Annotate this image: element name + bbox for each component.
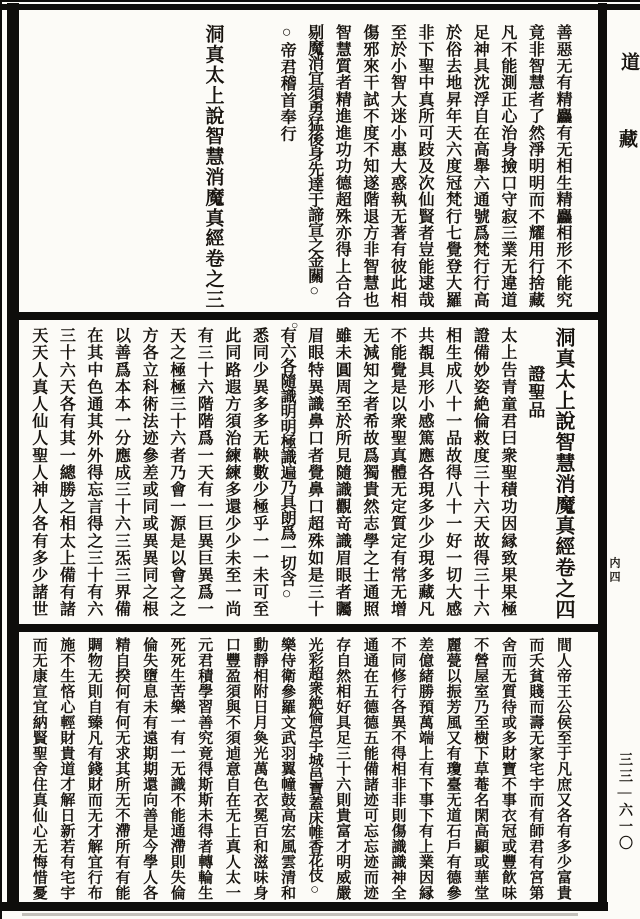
middle-section bbox=[24, 327, 576, 623]
canon-label-zang: 藏 bbox=[616, 129, 637, 148]
text-column: 光彩超衆絶倫宮宇城邑寶蓋床帷香花伎○ bbox=[306, 637, 323, 898]
text-column: 无減知之者希故爲獨貴然志學之士通照 bbox=[360, 327, 378, 618]
text-column: 共覩具形小感篤應各現多少少現多藏凡 bbox=[416, 327, 434, 618]
text-column: 不同修行各異不得相非非則傷識識神全 bbox=[389, 637, 406, 901]
frame-left-outer-line bbox=[0, 0, 2, 919]
chapter-heading: 證聖品 bbox=[525, 365, 545, 420]
text-column: 舍而无質待或多財寶不事衣冠或豐飮味 bbox=[499, 637, 516, 901]
text-column: 證備妙姿絶倫救度三十六天故得三十六 bbox=[471, 327, 489, 618]
frame-top-outer-line bbox=[0, 0, 640, 2]
text-column: 雖未圓周至於所見隨識觀竒識眉眼者矚 bbox=[333, 327, 351, 618]
text-column: 足神具沈浮自在高舉六通號爲梵行行高 bbox=[471, 24, 489, 308]
page-number: 三三—六一〇 bbox=[617, 752, 632, 852]
text-column: 樂侍衛參羅文武羽翼幢鼓高宏風雲清和 bbox=[279, 637, 296, 901]
text-column: 元君積學習善究竟得斯斯未得者轉輪生 bbox=[196, 637, 213, 901]
text-column: 善惡无有精麤有无相生精麤相形不能究 bbox=[554, 24, 571, 308]
text-column: 口豐盈須與不須逌意自在无上真人太一 bbox=[223, 637, 240, 901]
text-column: 剔魔消宜須勇猛後身先達于諦宣之金關○ bbox=[305, 24, 323, 299]
text-column: 賙物无則自臻凡有錢財而无才解宜行布 bbox=[85, 637, 102, 901]
text-column: 動靜相附日月奐光萬色衣冕百和滋味身 bbox=[251, 637, 268, 901]
text-column: 間人帝王公侯至于凡庶又各有多少富貴 bbox=[555, 637, 571, 901]
text-column: 以善爲本本一分應成三十六三炁三界備 bbox=[112, 327, 130, 618]
text-column: 而夭貧賤而壽无家宅宇而有師君有宮第 bbox=[527, 637, 544, 901]
text-column: 傷邪來干試不度不知遂階退方非智慧也 bbox=[360, 24, 378, 308]
text-column: 麗甍以振芳風又有瓊臺无道石戶有德參 bbox=[444, 637, 461, 901]
text-column: 非下聖中真所可跂及次仙賢者豈能逮哉 bbox=[416, 24, 434, 308]
circle-mark: ○ bbox=[291, 318, 299, 332]
text-column: 通通在五德德五能備諸迹可忘忘迹而迹 bbox=[361, 637, 378, 901]
text-column: 死死生苦樂一有一无識不能通滯則失倫 bbox=[168, 637, 185, 901]
frame-top-border bbox=[0, 4, 640, 10]
scroll-title-juan-three: 洞真太上說智慧消魔真經卷之三 bbox=[202, 24, 224, 310]
text-column: 相生成八十一品故得八十一好一切大感 bbox=[443, 327, 461, 618]
text-column: 有三十六階階爲一天有一巨異巨異爲一 bbox=[195, 327, 213, 618]
text-column: 不營屋室乃至樹下草菴名閑高顯或華堂 bbox=[472, 637, 489, 901]
text-column: 天之極極三十六者乃會一源是以會之之 bbox=[167, 327, 185, 618]
frame-bottom-border bbox=[0, 902, 608, 911]
text-column: 存自然相好具足三十六則貴富才明威嚴 bbox=[334, 637, 351, 901]
text-column: 竟非智慧者了然淨明明而不耀用行捨藏 bbox=[526, 24, 544, 308]
text-column: 不能覺是以衆聖真體无定質定有常无增 bbox=[388, 327, 406, 618]
text-column: 方各立科術法迹參差或同或異異同之根 bbox=[140, 327, 158, 618]
scan-smudge bbox=[22, 913, 578, 916]
scroll-title-juan-four: 洞真太上說智慧消魔真經卷之四 bbox=[552, 327, 574, 620]
text-column: 施不生悋心輕財貴道才解日新若有宅宇 bbox=[58, 637, 75, 901]
top-section bbox=[24, 24, 576, 320]
text-column: 差億緒勝預萬端上有下事下有上業因縁 bbox=[417, 637, 434, 901]
text-column: 智慧質者精進進功功德超殊亦得上合合 bbox=[333, 24, 351, 308]
text-column: 此同路遐方須治練練多還少少未至一尚 bbox=[222, 327, 240, 618]
text-column: 至於小智大迷小惠大惑執无著有彼此相 bbox=[388, 24, 406, 308]
text-column: 於俗去地昇年天六度冠梵行七覺登大羅 bbox=[443, 24, 461, 308]
frame-right-border bbox=[598, 3, 607, 909]
text-column: 有六各隨識明明極識遍乃具朗爲一切含○ bbox=[278, 327, 296, 602]
text-column: 三十六天各有其一總勝之相太上備有諸 bbox=[57, 327, 75, 618]
bottom-section bbox=[24, 637, 576, 903]
frame-left-border bbox=[7, 3, 19, 910]
text-column: 而无康宣宜納賢聖舍住真仙心无悔惜憂 bbox=[30, 637, 47, 901]
text-column: 倫失墮息未有遠期期還向善是今學人各 bbox=[141, 637, 158, 901]
text-column: 在其中色通其外外得忘言得之三十有六 bbox=[84, 327, 102, 618]
text-column: 悉同少異多多无鞅數少極乎一一未可至 bbox=[250, 327, 268, 618]
fascicle-marker: 内四 bbox=[608, 557, 620, 585]
text-column: 天天人真人仙人聖人神人各有多少諸世 bbox=[29, 327, 47, 618]
text-column: 眉眼特異識鼻口者覺鼻口超殊如是三十 bbox=[305, 327, 323, 618]
section-divider-bottom bbox=[19, 624, 599, 632]
canon-label-dao: 道 bbox=[618, 52, 639, 71]
text-column: 凡不能測正心治身撿口守寂三業无違道 bbox=[498, 24, 516, 308]
text-column: 精自揆何有何无求其所无不滯所有有能 bbox=[113, 637, 130, 901]
text-column: 太上告青童君曰衆聖積功因縁致果果極 bbox=[498, 327, 516, 618]
text-column: ○帝君稽首奉行 bbox=[278, 24, 296, 142]
